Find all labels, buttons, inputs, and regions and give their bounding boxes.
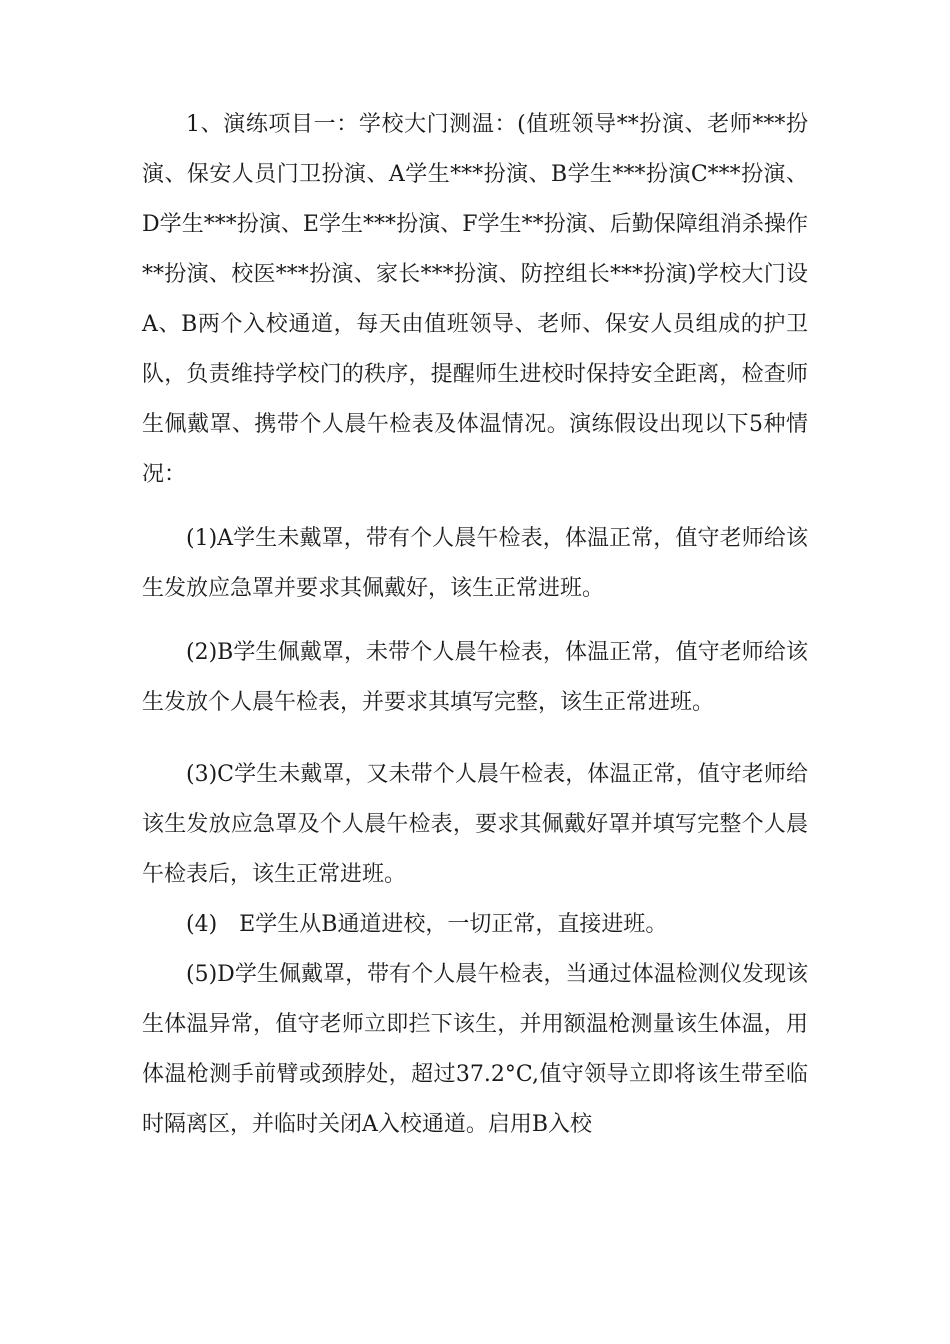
document-body xyxy=(142,100,808,1150)
paragraph-drill-item-1: 1、演练项目一：学校大门测温：(值班领导**扮演、老师***扮演、保安人员门卫扮演、A学生***扮演、B学生***扮演C***扮演、D学生***扮演、E学生***扮演、F学生**扮演、后勤保障组消杀操作**扮演、校医***扮演、家长***扮演、防控组长***扮演)学校大门设A、B两个入校通道，每天由值班领导、老师、保安人员组成的护卫队，负责维持学校门的秩序，提醒师生进校时保持安全距离，检查师生佩戴罩、携带个人晨午检表及体温情况。演练假设出现以下5种情况： xyxy=(142,112,808,487)
paragraph-case-5: (5)D学生佩戴罩，带有个人晨午检表，当通过体温检测仪发现该生体温异常，值守老师立即拦下该生，并用额温枪测量该生体温，用体温枪测手前臂或颈脖处，超过37.2°C,值守领导立即将该生带至临时隔离区，并临时关闭A入校通道。启用B入校 xyxy=(142,962,808,1137)
paragraph-case-1: (1)A学生未戴罩，带有个人晨午检表，体温正常，值守老师给该生发放应急罩并要求其佩戴好，该生正常进班。 xyxy=(142,526,808,601)
paragraph-case-3: (3)C学生未戴罩，又未带个人晨午检表，体温正常，值守老师给该生发放应急罩及个人晨午检表，要求其佩戴好罩并填写完整个人晨午检表后，该生正常进班。 xyxy=(142,762,808,887)
paragraph-case-2: (2)B学生佩戴罩，未带个人晨午检表，体温正常，值守老师给该生发放个人晨午检表，并要求其填写完整，该生正常进班。 xyxy=(142,640,808,715)
paragraph-case-4: (4) E学生从B通道进校，一切正常，直接进班。 xyxy=(186,912,668,937)
